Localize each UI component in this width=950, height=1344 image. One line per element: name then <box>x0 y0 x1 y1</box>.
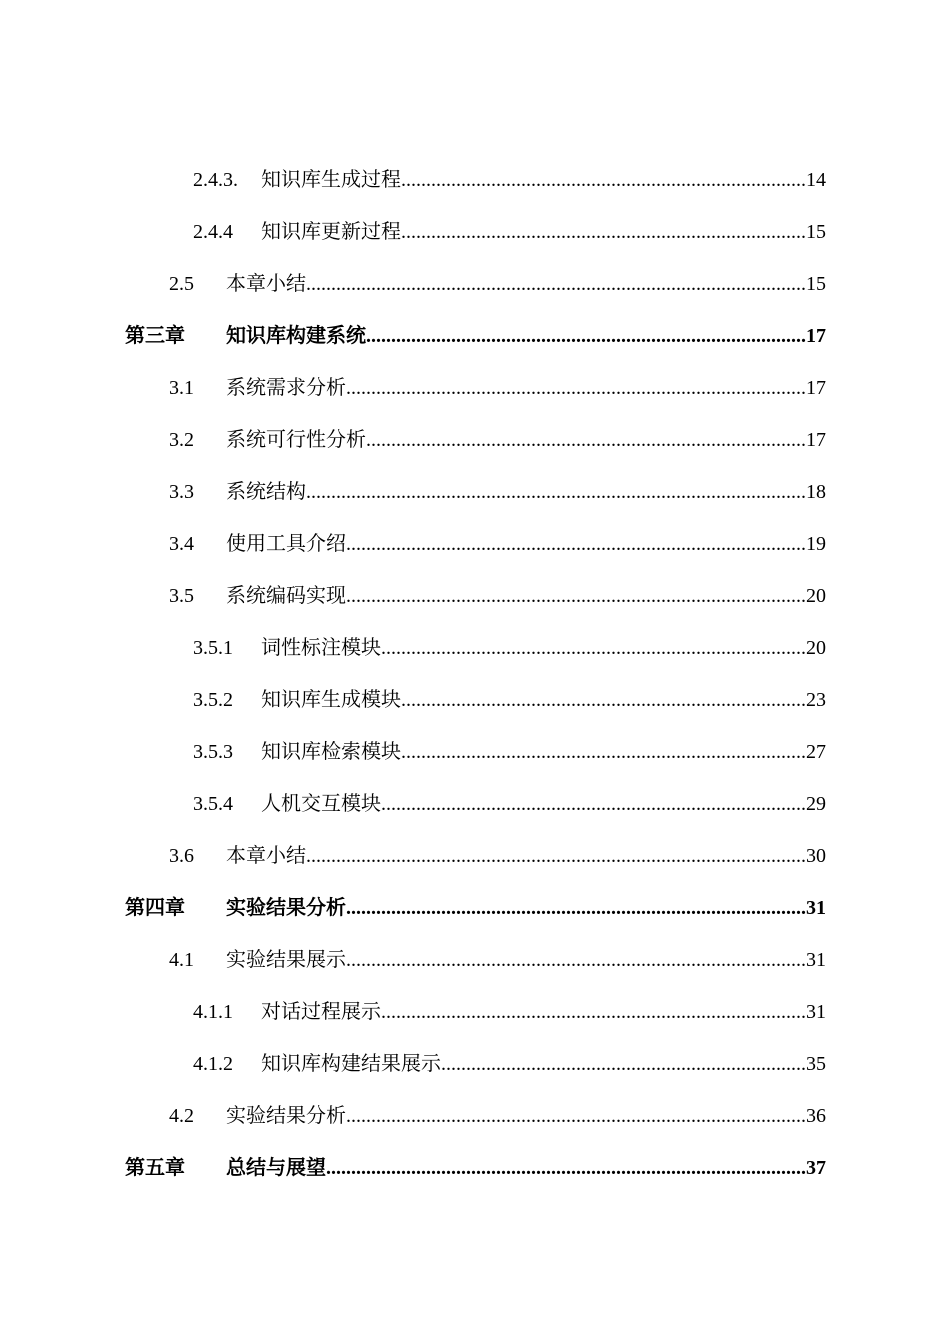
toc-entry-title: 知识库生成模块 <box>261 689 401 711</box>
toc-entry-title: 本章小结 <box>226 845 306 867</box>
toc-entry-page: 30 <box>806 845 826 867</box>
toc-entry-number: 2.4.4 <box>193 221 233 243</box>
dot-leader <box>346 376 806 400</box>
dot-leader <box>381 1000 806 1024</box>
toc-entry-title: 知识库检索模块 <box>261 741 401 763</box>
toc-chapter-entry[interactable] <box>0 324 950 376</box>
toc-entry-title: 知识库生成过程 <box>261 169 401 191</box>
toc-entry-title: 系统编码实现 <box>226 585 346 607</box>
toc-entry-page: 37 <box>806 1157 826 1179</box>
dot-leader <box>401 740 806 764</box>
toc-entry-title: 系统结构 <box>226 481 306 503</box>
toc-chapter-entry[interactable] <box>0 1156 950 1208</box>
toc-entry-number: 3.3 <box>169 481 194 503</box>
dot-leader <box>306 844 806 868</box>
toc-entry-number: 3.5.4 <box>193 793 233 815</box>
toc-entry-number: 3.2 <box>169 429 194 451</box>
toc-entry-page: 17 <box>806 429 826 451</box>
toc-entry-page: 17 <box>806 325 826 347</box>
toc-entry-number: 4.1.2 <box>193 1053 233 1075</box>
toc-entry[interactable] <box>0 220 950 272</box>
toc-entry-number: 3.5.2 <box>193 689 233 711</box>
toc-entry-page: 31 <box>806 897 826 919</box>
toc-entry-title: 系统可行性分析 <box>226 429 366 451</box>
toc-entry[interactable] <box>0 532 950 584</box>
toc-entry-page: 23 <box>806 689 826 711</box>
toc-entry[interactable] <box>0 428 950 480</box>
toc-entry-number: 3.4 <box>169 533 194 555</box>
toc-entry-number: 3.5 <box>169 585 194 607</box>
toc-entry-title: 使用工具介绍 <box>226 533 346 555</box>
dot-leader <box>346 584 806 608</box>
toc-entry-title: 实验结果展示 <box>226 949 346 971</box>
dot-leader <box>401 168 806 192</box>
toc-entry-number: 3.5.1 <box>193 637 233 659</box>
toc-entry-number: 4.1.1 <box>193 1001 233 1023</box>
toc-entry[interactable] <box>0 168 950 220</box>
dot-leader <box>381 636 806 660</box>
dot-leader <box>346 948 806 972</box>
toc-entry-page: 35 <box>806 1053 826 1075</box>
toc-entry[interactable] <box>0 1000 950 1052</box>
toc-entry-page: 20 <box>806 585 826 607</box>
toc-chapter-entry[interactable] <box>0 896 950 948</box>
toc-entry[interactable] <box>0 948 950 1000</box>
toc-entry-number: 2.4.3. <box>193 169 238 191</box>
toc-entry[interactable] <box>0 740 950 792</box>
toc-entry-page: 17 <box>806 377 826 399</box>
dot-leader <box>366 324 806 348</box>
toc-entry-page: 15 <box>806 273 826 295</box>
toc-entry-page: 15 <box>806 221 826 243</box>
toc-entry-page: 19 <box>806 533 826 555</box>
toc-entry-title: 本章小结 <box>226 273 306 295</box>
toc-entry-title: 系统需求分析 <box>226 377 346 399</box>
toc-entry-number: 3.5.3 <box>193 741 233 763</box>
dot-leader <box>346 896 806 920</box>
dot-leader <box>346 532 806 556</box>
toc-entry[interactable] <box>0 844 950 896</box>
toc-entry-page: 29 <box>806 793 826 815</box>
toc-entry-number: 2.5 <box>169 273 194 295</box>
toc-entry[interactable] <box>0 480 950 532</box>
toc-entry[interactable] <box>0 1104 950 1156</box>
toc-entry[interactable] <box>0 792 950 844</box>
dot-leader <box>441 1052 806 1076</box>
toc-entry-number: 4.1 <box>169 949 194 971</box>
toc-entry-number: 4.2 <box>169 1105 194 1127</box>
toc-entry-title: 词性标注模块 <box>261 637 381 659</box>
toc-entry-number: 3.6 <box>169 845 194 867</box>
toc-entry[interactable] <box>0 688 950 740</box>
dot-leader <box>381 792 806 816</box>
toc-entry-title: 知识库构建结果展示 <box>261 1053 441 1075</box>
toc-entry[interactable] <box>0 272 950 324</box>
toc-entry-page: 27 <box>806 741 826 763</box>
toc-entry-title: 实验结果分析 <box>226 897 346 919</box>
dot-leader <box>366 428 806 452</box>
toc-entry-page: 31 <box>806 1001 826 1023</box>
toc-entry-number: 第四章 <box>125 897 185 919</box>
dot-leader <box>401 688 806 712</box>
dot-leader <box>346 1104 806 1128</box>
toc-entry[interactable] <box>0 376 950 428</box>
toc-entry-number: 第三章 <box>125 325 185 347</box>
toc-entry-page: 18 <box>806 481 826 503</box>
dot-leader <box>401 220 806 244</box>
toc-entry-number: 第五章 <box>125 1157 185 1179</box>
toc-entry-title: 总结与展望 <box>226 1157 326 1179</box>
dot-leader <box>306 272 806 296</box>
toc-entry-page: 31 <box>806 949 826 971</box>
toc-entry-page: 20 <box>806 637 826 659</box>
toc-entry-title: 知识库更新过程 <box>261 221 401 243</box>
toc-entry-page: 14 <box>806 169 826 191</box>
dot-leader <box>326 1156 806 1180</box>
toc-entry-title: 实验结果分析 <box>226 1105 346 1127</box>
toc-entry-title: 人机交互模块 <box>261 793 381 815</box>
toc-entry-number: 3.1 <box>169 377 194 399</box>
toc-entry-title: 对话过程展示 <box>261 1001 381 1023</box>
toc-entry[interactable] <box>0 1052 950 1104</box>
dot-leader <box>306 480 806 504</box>
toc-entry-page: 36 <box>806 1105 826 1127</box>
toc-entry-title: 知识库构建系统 <box>226 325 366 347</box>
toc-entry[interactable] <box>0 636 950 688</box>
toc-entry[interactable] <box>0 584 950 636</box>
